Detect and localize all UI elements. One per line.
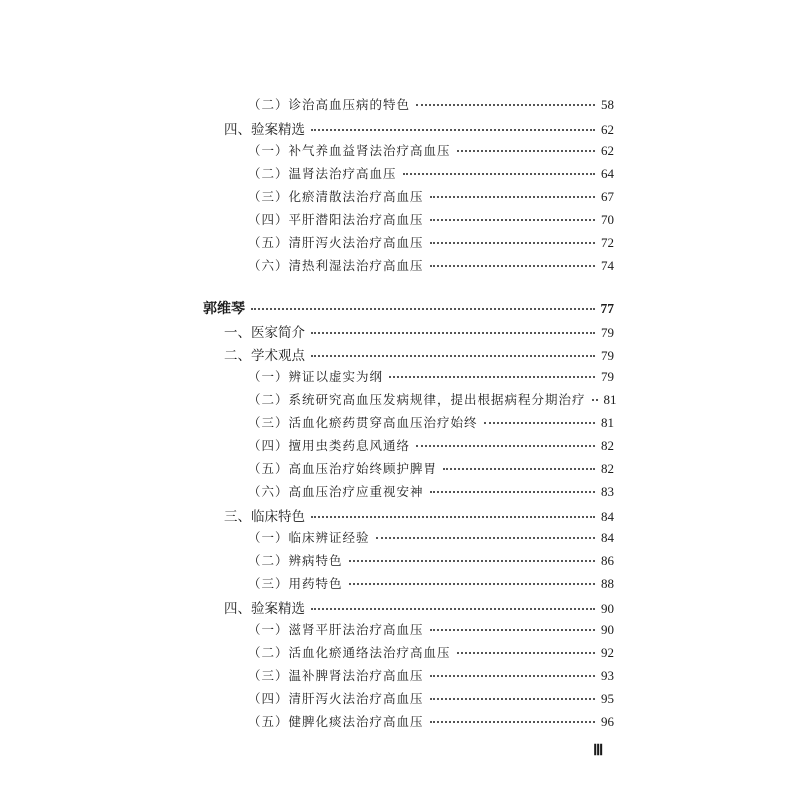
- toc-entry[interactable]: [248, 574, 614, 596]
- toc-entry[interactable]: [248, 482, 614, 504]
- toc-entry[interactable]: [248, 620, 614, 642]
- toc-page-number: 79: [601, 348, 614, 363]
- toc-entry[interactable]: [248, 256, 614, 278]
- toc-entry-title: 四、验案精选: [224, 601, 305, 617]
- toc-page-number: 95: [601, 691, 614, 706]
- toc-page-number: 58: [601, 97, 614, 112]
- toc-page-number: 84: [601, 509, 614, 524]
- toc-page-number: 96: [601, 714, 614, 729]
- toc-entry-title: （五）健脾化痰法治疗高血压: [248, 714, 424, 729]
- toc-entry[interactable]: [248, 643, 614, 665]
- toc-author-entry[interactable]: [203, 298, 614, 320]
- dot-leader: [484, 421, 595, 424]
- toc-entry[interactable]: [248, 367, 614, 389]
- toc-page-number: 67: [601, 189, 614, 204]
- toc-page-number: 92: [601, 645, 614, 660]
- toc-entry-title: （四）平肝潜阳法治疗高血压: [248, 212, 424, 227]
- toc-entry-title: （二）温肾法治疗高血压: [248, 166, 397, 181]
- toc-entry[interactable]: [248, 187, 614, 209]
- toc-entry[interactable]: [248, 164, 614, 186]
- toc-entry-title: （五）清肝泻火法治疗高血压: [248, 235, 424, 250]
- dot-leader: [349, 582, 595, 585]
- toc-entry-title: （三）温补脾肾法治疗高血压: [248, 668, 424, 683]
- toc-page-number: 82: [601, 461, 614, 476]
- toc-entry[interactable]: [248, 413, 614, 435]
- dot-leader: [389, 375, 595, 378]
- dot-leader: [311, 607, 595, 610]
- toc-entry-title: （六）清热利湿法治疗高血压: [248, 258, 424, 273]
- dot-leader: [430, 218, 595, 221]
- dot-leader: [349, 559, 595, 562]
- toc-page-number: 70: [601, 212, 614, 227]
- toc-entry[interactable]: [248, 210, 614, 232]
- dot-leader: [430, 697, 595, 700]
- dot-leader: [403, 172, 595, 175]
- toc-entry-title: （三）活血化瘀药贯穿高血压治疗始终: [248, 415, 478, 430]
- toc-page-number: 86: [601, 553, 614, 568]
- toc-page-number: 62: [601, 122, 614, 137]
- toc-entry[interactable]: [248, 712, 614, 734]
- dot-leader: [311, 331, 595, 334]
- toc-entry[interactable]: [224, 321, 614, 343]
- toc-page-number: 74: [601, 258, 614, 273]
- dot-leader: [416, 103, 595, 106]
- toc-entry-title: （一）补气养血益肾法治疗高血压: [248, 143, 451, 158]
- dot-leader: [457, 651, 595, 654]
- dot-leader: [430, 195, 595, 198]
- toc-page-number: 90: [601, 622, 614, 637]
- toc-entry-title: （三）化瘀清散法治疗高血压: [248, 189, 424, 204]
- toc-page-number: 83: [601, 484, 614, 499]
- toc-entry[interactable]: [224, 597, 614, 619]
- dot-leader: [430, 490, 595, 493]
- toc-entry-title: 一、医家简介: [224, 325, 305, 341]
- toc-entry-title: （二）诊治高血压病的特色: [248, 97, 411, 112]
- toc-entry-title: （二）辨病特色: [248, 553, 343, 568]
- dot-leader: [311, 515, 595, 518]
- toc-entry-title: （一）辨证以虚实为纲: [248, 369, 384, 384]
- toc-entry[interactable]: [248, 666, 614, 688]
- page-folio: Ⅲ: [593, 743, 604, 759]
- dot-leader: [311, 354, 595, 357]
- toc-page-number: 93: [601, 668, 614, 683]
- dot-leader: [592, 398, 598, 401]
- toc-entry[interactable]: [248, 141, 614, 163]
- toc-page-number: 81: [601, 415, 614, 430]
- toc-entry[interactable]: [248, 528, 614, 550]
- toc-entry-title: （一）滋肾平肝法治疗高血压: [248, 622, 424, 637]
- toc-entry-title: 四、验案精选: [224, 122, 305, 138]
- toc-page-number: 81: [603, 392, 617, 407]
- toc-entry-title: （二）活血化瘀通络法治疗高血压: [248, 645, 451, 660]
- dot-leader: [430, 264, 595, 267]
- toc-entry-title: （五）高血压治疗始终顾护脾胃: [248, 461, 438, 476]
- dot-leader: [376, 536, 595, 539]
- toc-page-number: 79: [601, 325, 614, 340]
- toc-entry-title: 郭维琴: [203, 301, 245, 317]
- toc-entry-title: （二）系统研究高血压发病规律，提出根据病程分期治疗: [248, 392, 586, 407]
- toc-page-number: 90: [601, 601, 614, 616]
- toc-page-number: 79: [601, 369, 614, 384]
- toc-page-number: 77: [600, 301, 614, 316]
- toc-entry[interactable]: [248, 459, 614, 481]
- toc-entry[interactable]: [224, 505, 614, 527]
- toc-entry-title: 二、学术观点: [224, 348, 305, 364]
- toc-entry-title: （四）清肝泻火法治疗高血压: [248, 691, 424, 706]
- dot-leader: [430, 720, 595, 723]
- toc-entry[interactable]: [248, 689, 614, 711]
- toc-page-number: 72: [601, 235, 614, 250]
- dot-leader: [430, 628, 595, 631]
- toc-entry-title: （四）擅用虫类药息风通络: [248, 438, 411, 453]
- dot-leader: [311, 128, 595, 131]
- toc-page-number: 64: [601, 166, 614, 181]
- dot-leader: [443, 467, 595, 470]
- toc-entry-title: （六）高血压治疗应重视安神: [248, 484, 424, 499]
- toc-entry[interactable]: [248, 551, 614, 573]
- toc-page-number: 84: [601, 530, 614, 545]
- toc-entry[interactable]: [224, 118, 614, 140]
- toc-page-number: 62: [601, 143, 614, 158]
- toc-page-number: 82: [601, 438, 614, 453]
- toc-entry-title: 三、临床特色: [224, 509, 305, 525]
- dot-leader: [416, 444, 595, 447]
- dot-leader: [430, 674, 595, 677]
- toc-entry[interactable]: [248, 436, 614, 458]
- toc-entry-title: （三）用药特色: [248, 576, 343, 591]
- dot-leader: [251, 307, 595, 310]
- toc-entry-title: （一）临床辨证经验: [248, 530, 370, 545]
- dot-leader: [457, 149, 595, 152]
- dot-leader: [430, 241, 595, 244]
- toc-page-number: 88: [601, 576, 614, 591]
- toc-entry[interactable]: [248, 233, 614, 255]
- toc-entry[interactable]: [248, 390, 617, 412]
- toc-entry[interactable]: [224, 344, 614, 366]
- toc-entry[interactable]: [248, 95, 614, 117]
